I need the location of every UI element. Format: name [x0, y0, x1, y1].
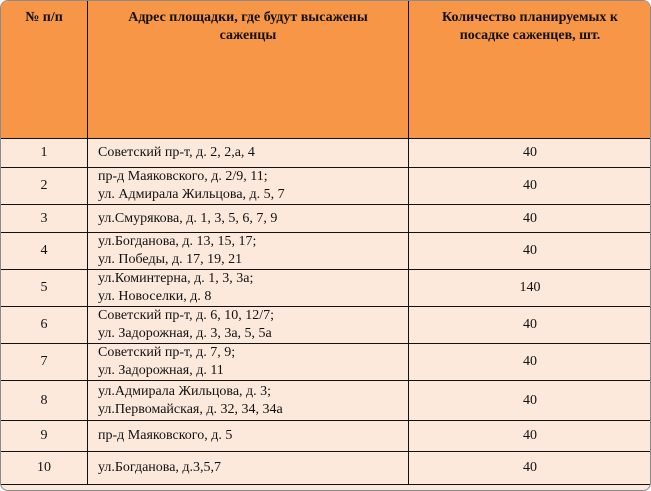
row-address	[88, 270, 409, 307]
address-line: ул.Богданова, д. 13, 15, 17;	[98, 234, 257, 249]
address-line: ул. Победы, д. 17, 19, 21	[98, 252, 243, 267]
address-line: ул.Адмирала Жильцова, д. 3;	[98, 383, 272, 399]
address-line: ул. Адмирала Жильцова, д. 5, 7	[98, 187, 285, 202]
row-quantity: 40	[409, 139, 651, 168]
table-row	[1, 233, 651, 270]
table-row	[1, 344, 651, 381]
address-line: ул.Коминтерна, д. 1, 3, 3а;	[98, 271, 254, 286]
header-row	[1, 1, 651, 139]
address-line: ул. Задорожная, д. 11	[98, 363, 224, 378]
row-quantity: 40	[409, 421, 651, 452]
row-number: 1	[1, 139, 88, 168]
table-row	[1, 205, 651, 233]
row-quantity: 40	[409, 381, 651, 421]
table-row	[1, 139, 651, 168]
address-line: ул.Смурякова, д. 1, 3, 5, 6, 7, 9	[98, 210, 278, 226]
row-address	[88, 168, 409, 205]
row-number: 5	[1, 270, 88, 307]
address-line: ул. Задорожная, д. 3, 3а, 5, 5а	[98, 326, 272, 341]
address-line: пр-д Маяковского, д. 5	[98, 428, 233, 443]
row-quantity: 40	[409, 205, 651, 233]
row-number: 4	[1, 233, 88, 270]
row-quantity: 40	[409, 307, 651, 344]
table-row	[1, 307, 651, 344]
row-quantity: 40	[409, 452, 651, 485]
row-quantity: 140	[409, 270, 651, 307]
address-line: Советский пр-т, д. 2, 2,а, 4	[98, 145, 255, 160]
row-address	[88, 381, 409, 421]
row-address	[88, 344, 409, 381]
row-number: 10	[1, 452, 88, 485]
address-line: Советский пр-т, д. 7, 9;	[98, 345, 236, 360]
address-line: ул.Богданова, д.3,5,7	[98, 460, 222, 475]
row-quantity: 40	[409, 344, 651, 381]
row-address	[88, 452, 409, 485]
row-address	[88, 205, 409, 233]
header-number: № п/п	[1, 1, 88, 139]
row-number: 2	[1, 168, 88, 205]
row-number: 8	[1, 381, 88, 421]
row-number: 6	[1, 307, 88, 344]
row-address	[88, 421, 409, 452]
table-row	[1, 270, 651, 307]
header-address: Адрес площадки, где будут высажены саженцы	[88, 1, 409, 139]
row-address	[88, 307, 409, 344]
header-quantity: Количество планируемых к посадке саженцев, шт.	[409, 1, 651, 139]
row-number: 3	[1, 205, 88, 233]
row-address	[88, 139, 409, 168]
row-quantity: 40	[409, 168, 651, 205]
row-number: 9	[1, 421, 88, 452]
address-line: ул. Новоселки, д. 8	[98, 289, 212, 304]
address-line: ул.Первомайская, д. 32, 34, 34а	[98, 401, 283, 417]
table-row	[1, 452, 651, 485]
row-quantity: 40	[409, 233, 651, 270]
row-address	[88, 233, 409, 270]
address-line: Советский пр-т, д. 6, 10, 12/7;	[98, 308, 274, 323]
table-row	[1, 381, 651, 421]
address-line: пр-д Маяковского, д. 2/9, 11;	[98, 169, 268, 184]
row-number: 7	[1, 344, 88, 381]
table-row	[1, 421, 651, 452]
table-row	[1, 168, 651, 205]
